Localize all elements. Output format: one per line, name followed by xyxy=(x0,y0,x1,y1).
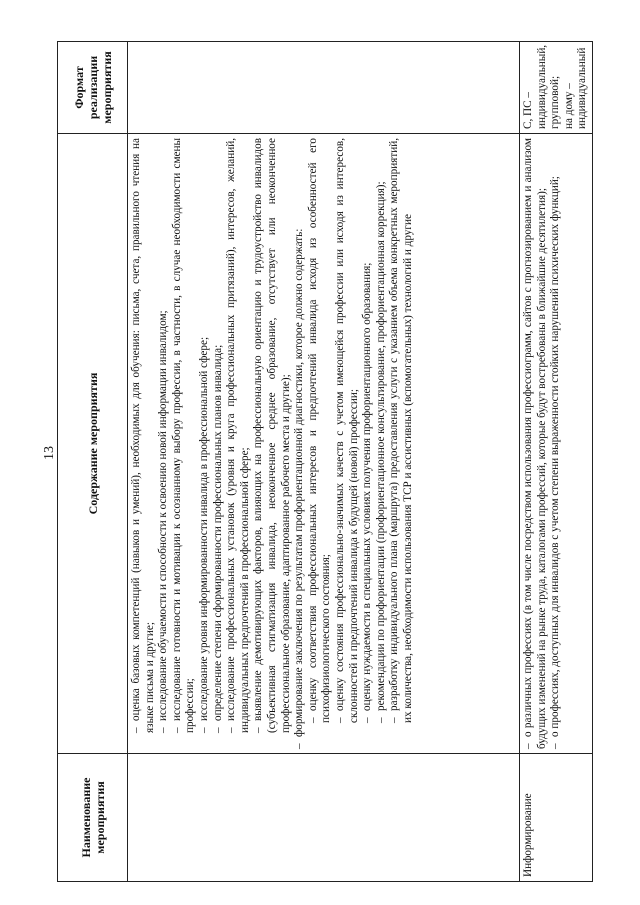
row1-content xyxy=(128,134,520,754)
list-item: –оценку соответствия профессиональных интересов и предпочтений инвалида исходя из особенностей его психофизиологического состояния; xyxy=(306,138,333,723)
table-row xyxy=(520,42,593,882)
list-item: –оценку состояния профессионально-значимых качеств с учетом имеющейся профессии или исходя из интересов, склонностей и предпочтений инвалида к будущей (новой) профессии; xyxy=(333,138,360,723)
row2-content xyxy=(520,134,593,754)
row1-name xyxy=(128,754,520,882)
header-content: Содержание мероприятия xyxy=(58,134,128,754)
conclusion-intro: –формирование заключения по результатам профориентационной диагностики, которое должно содержать: xyxy=(293,228,306,749)
table-row xyxy=(128,42,520,882)
list-item: –оценку нуждаемости в специальных условиях получения профориентационного образования; xyxy=(361,262,374,723)
list-item: –оценка базовых компетенций (навыков и умений), необходимых для обучения: письма, счета, правильного чтения на языке письма и другие; xyxy=(130,138,156,733)
events-table xyxy=(57,41,593,882)
format-line: групповой; xyxy=(549,75,562,129)
list-item: –определение степени сформированности профессиональных планов инвалида; xyxy=(211,344,224,733)
list-item: –о профессиях, доступных для инвалидов с учетом степени выраженности стойких нарушений психических функций; xyxy=(549,176,562,749)
rotated-table-wrapper xyxy=(57,42,589,882)
row1-format xyxy=(128,42,520,134)
table-header-row xyxy=(58,42,128,882)
list-item: –исследование уровня информированности инвалида в профессиональной сфере; xyxy=(197,336,210,733)
row2-name: Информирование xyxy=(520,754,593,882)
list-item: –о различных профессиях (в том числе посредством использования профессиограмм, сайтов с прогнозированием и анализом будущих изменений на рынке труда, каталогами профессий, которые будут востребованы в ближайшие десятилетия); xyxy=(522,138,548,749)
format-line: С, ПС – xyxy=(522,92,534,129)
list-item: –рекомендации по профориентации (профориентационное консультирование, профориентационная коррекция); xyxy=(374,181,387,723)
list-item: –исследование готовности и мотивации к осознанному выбору профессии, в частности, в случае необходимости смены профессии; xyxy=(170,138,197,733)
header-name: Наименование мероприятия xyxy=(58,754,128,882)
header-format: Формат реализации мероприятия xyxy=(58,42,128,134)
list-item: –исследование обучаемости и способности к освоению новой информации инвалидом; xyxy=(157,310,170,733)
list-item: –выявление демотивирующих факторов, влияющих на профессиональную ориентацию и трудоустройство инвалидов (субъективная стигматизация инвалида, неоконченное среднее образование, отсутствует или неоконченное профессиональное образование, адаптированное рабочего места и другие); xyxy=(252,138,292,733)
format-line: индивидуальный, xyxy=(535,44,548,129)
format-line: индивидуальный xyxy=(576,47,589,129)
list-item: –исследование профессиональных установок (уровня и круга профессиональных притязаний), интересов, желаний, индивидуальных предпочтений в профессиональной сфере; xyxy=(225,138,251,733)
list-item: –разработку индивидуального плана (маршрута) предоставления услуги с указанием объема конкретных мероприятий, их количества, необходимости использования ТСР и ассистивных (вспомогательных) технологий и другие xyxy=(388,138,414,723)
row2-format xyxy=(520,42,593,134)
format-line: на дому – xyxy=(562,83,575,129)
page-number: 13 xyxy=(42,446,57,460)
